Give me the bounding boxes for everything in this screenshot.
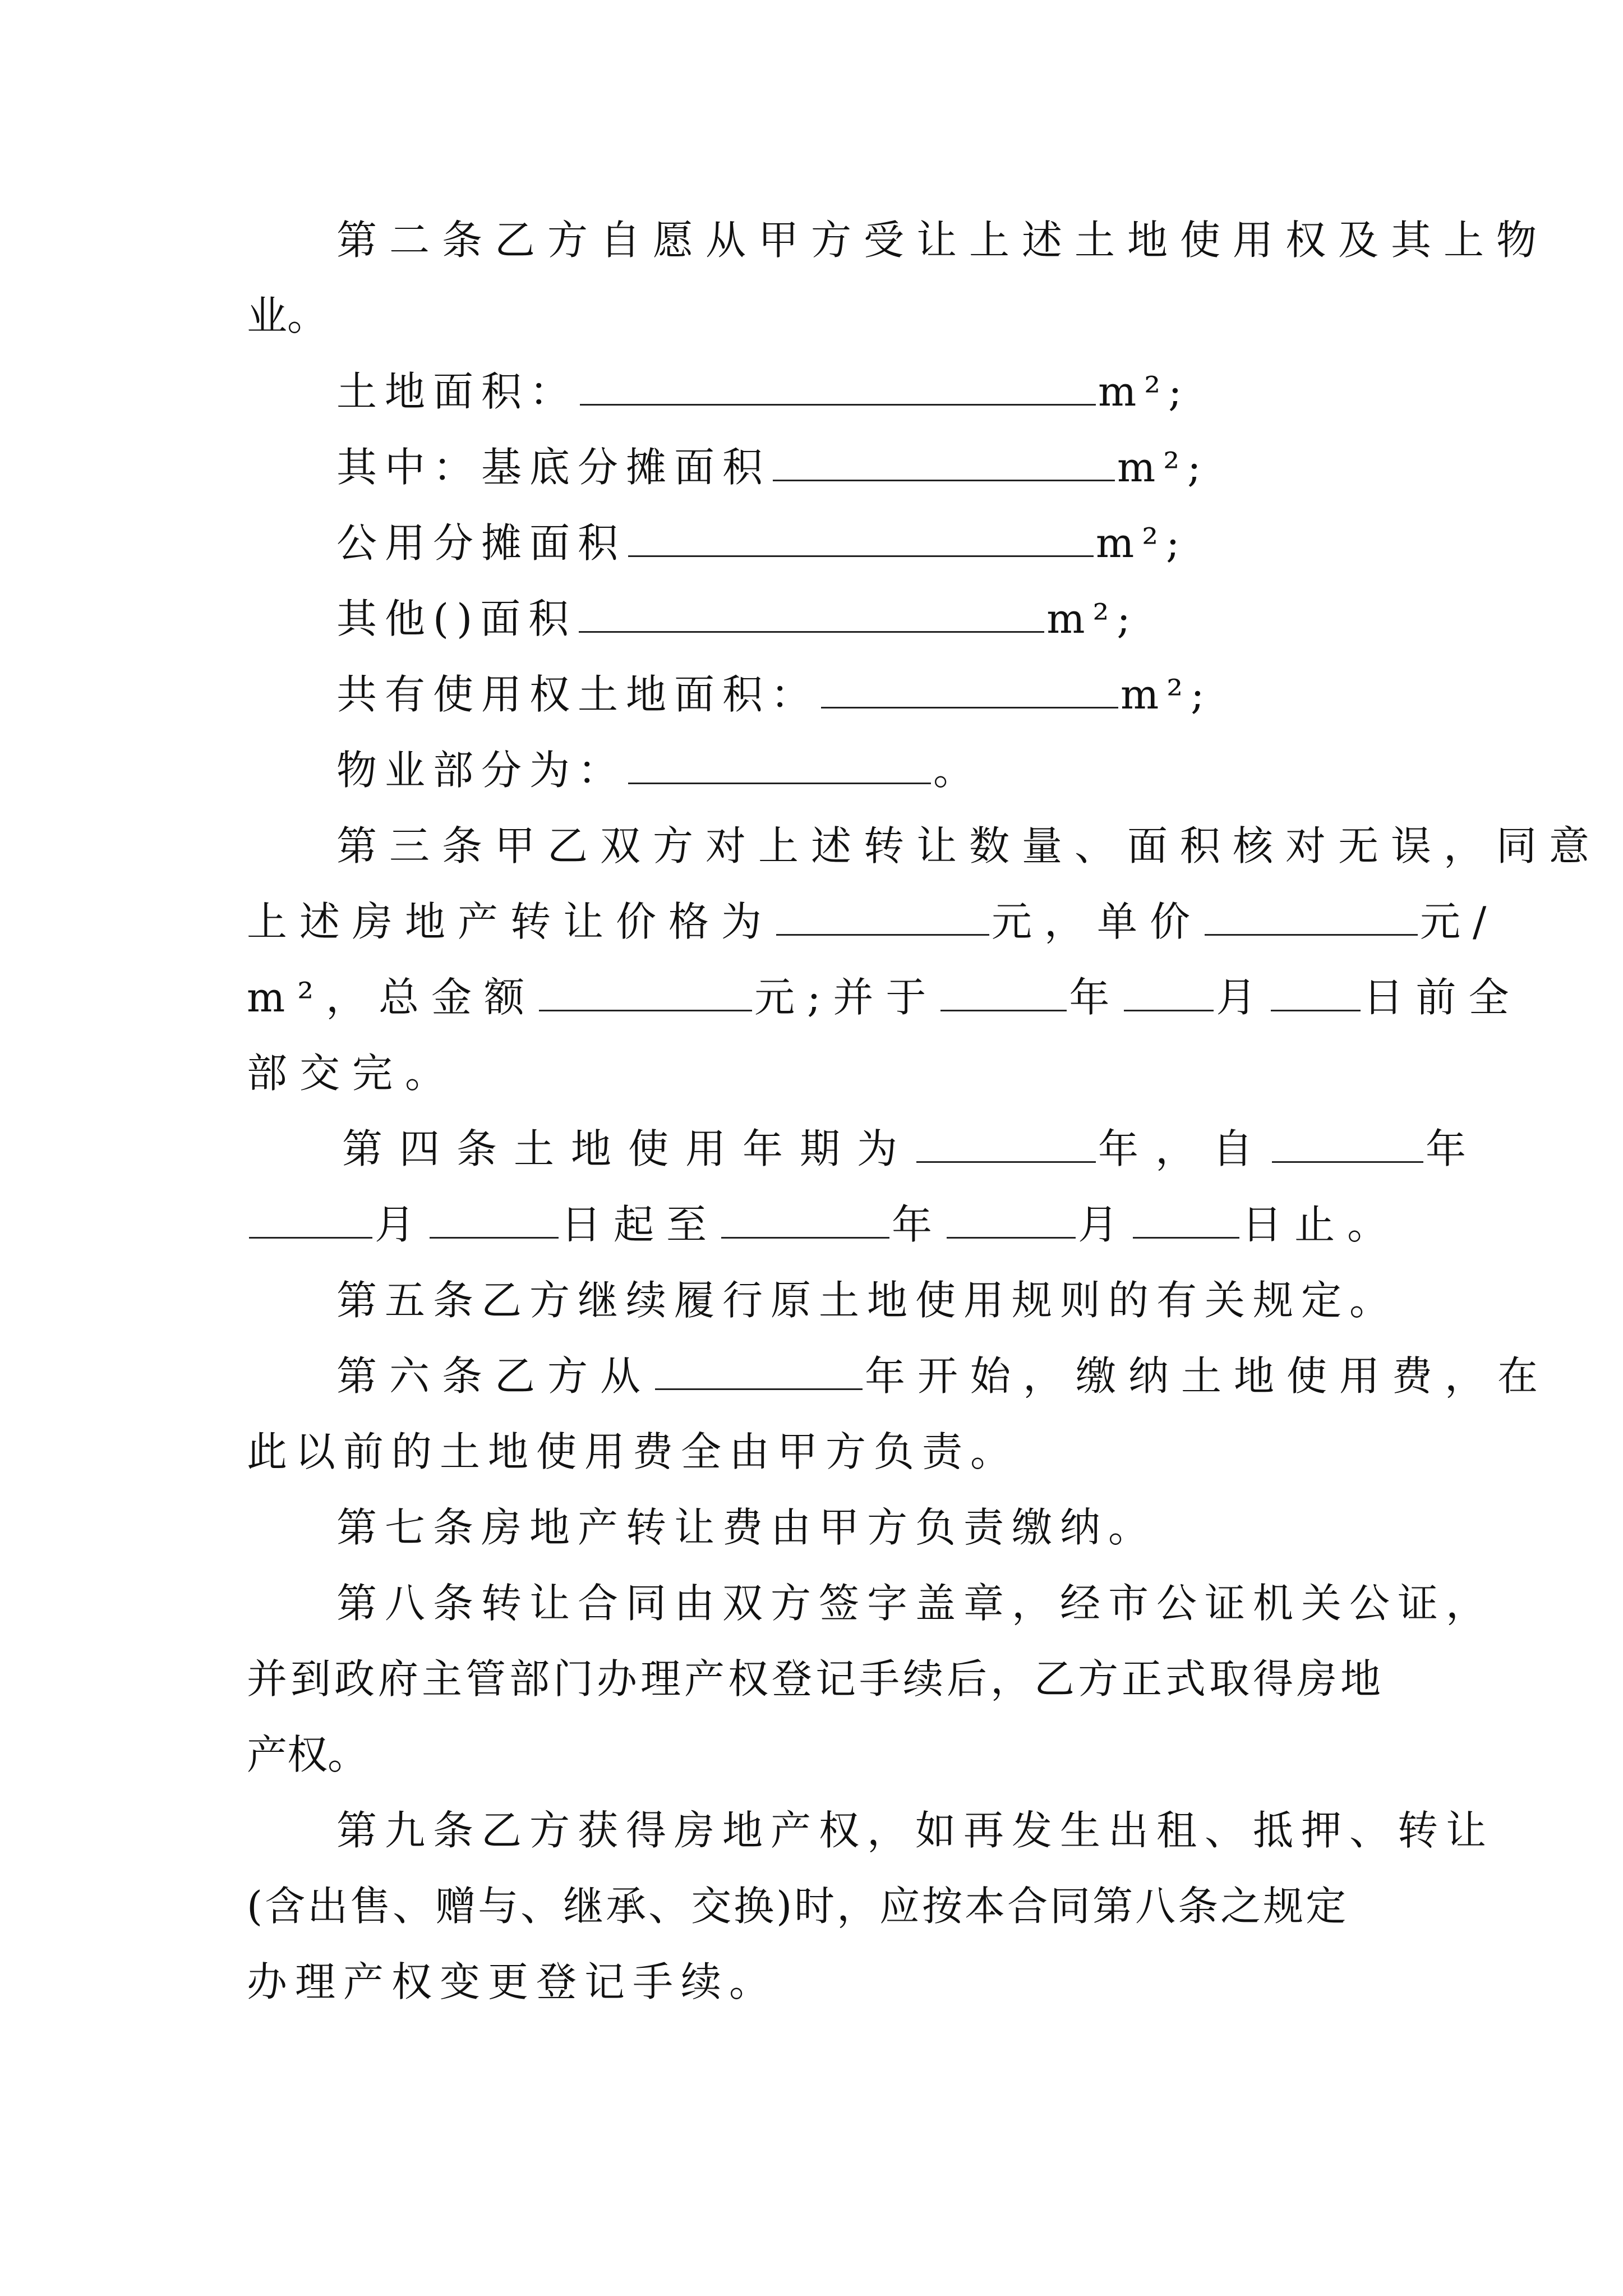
property-end: 。	[933, 747, 982, 794]
year-label: 年	[1069, 974, 1122, 1021]
article-3-line-3	[247, 970, 1521, 1024]
to-month-blank	[947, 1204, 1076, 1239]
article-8-line-2	[247, 1652, 1384, 1706]
year-blank	[940, 977, 1067, 1011]
base-share-blank	[773, 447, 1115, 481]
from-year-blank	[1272, 1129, 1423, 1163]
year-label: 年	[1426, 1125, 1483, 1172]
article-3-text: 第三条甲乙双方对上述转让数量、面积核对无误，同意	[336, 822, 1602, 869]
property-blank	[628, 750, 931, 784]
base-share-line	[336, 440, 1209, 494]
article-8-text-2: 并到政府主管部门办理产权登记手续后，乙方正式取得房地	[247, 1655, 1385, 1703]
unit-label: m²;	[1117, 444, 1209, 491]
day-blank	[1271, 977, 1361, 1011]
article-3-line-4	[247, 1046, 458, 1100]
article-8-line-1	[336, 1576, 1494, 1630]
from-day-blank	[430, 1204, 559, 1239]
fee-label: 年开始，缴纳土地使用费，在	[865, 1352, 1551, 1400]
unit-label: m²;	[1098, 368, 1190, 415]
from-label: 年，自	[1098, 1125, 1270, 1172]
article-9-line-3	[247, 1955, 777, 2009]
public-share-line	[336, 516, 1187, 570]
end-label: 日止。	[1242, 1201, 1400, 1248]
shared-land-line	[336, 668, 1212, 721]
article-9-text-2: (含出售、赠与、继承、交换)时，应按本合同第八条之规定	[247, 1883, 1349, 1930]
land-area-line	[336, 365, 1189, 418]
start-label: 第六条乙方从	[336, 1352, 653, 1400]
base-share-label: 其中：基底分摊面积	[336, 444, 771, 491]
property-label: 物业部分为：	[336, 747, 626, 794]
public-share-blank	[628, 523, 1094, 557]
article-8-text: 第八条转让合同由双方签字盖章，经市公证机关公证，	[336, 1580, 1495, 1627]
article-3-line-2	[247, 895, 1498, 949]
price-label: 上述房地产转让价格为	[247, 898, 774, 945]
year-label: 年	[892, 1201, 945, 1248]
article-2-text: 第二条乙方自愿从甲方受让上述土地使用权及其上物	[336, 217, 1550, 264]
article-6-line-2	[247, 1425, 1018, 1479]
article-9-text-end: 办理产权变更登记手续。	[247, 1958, 778, 2005]
article-7-text: 第七条房地产转让费由甲方负责缴纳。	[336, 1504, 1157, 1551]
unit-price-label: 元，单价	[992, 898, 1203, 945]
article-6-text-end: 此以前的土地使用费全由甲方负责。	[247, 1428, 1019, 1475]
other-area-line	[336, 592, 1138, 646]
price-blank	[776, 901, 989, 936]
article-9-text: 第九条乙方获得房地产权，如再发生出租、抵押、转让	[336, 1807, 1495, 1854]
month-blank	[1124, 977, 1214, 1011]
unit-label: m²;	[1046, 595, 1138, 642]
until-label: 日起至	[561, 1201, 720, 1248]
article-6-line-1	[336, 1349, 1550, 1403]
article-8-text-end: 产权。	[247, 1731, 368, 1778]
other-area-label: 其他()面积	[336, 595, 577, 642]
start-year-blank	[655, 1356, 863, 1390]
other-area-blank	[579, 599, 1044, 633]
article-3-text-end: 部交完。	[247, 1050, 458, 1097]
article-5-line	[336, 1273, 1398, 1327]
public-share-label: 公用分摊面积	[336, 519, 626, 567]
term-label: 第四条土地使用年期为	[342, 1125, 915, 1172]
shared-land-blank	[821, 674, 1118, 708]
term-years-blank	[916, 1129, 1096, 1163]
unit-label: m²;	[1121, 671, 1212, 718]
unit-price-unit: 元/	[1420, 898, 1499, 945]
from-month-blank	[249, 1204, 372, 1239]
article-2-text-end: 业。	[247, 292, 328, 339]
month-label: 月	[375, 1201, 428, 1248]
total-blank	[539, 977, 752, 1011]
to-year-blank	[721, 1204, 889, 1239]
month-label: 月	[1078, 1201, 1131, 1248]
article-4-line-2	[247, 1198, 1400, 1251]
shared-land-label: 共有使用权土地面积：	[336, 671, 819, 718]
article-2-line-1	[336, 213, 1549, 267]
land-area-label: 土地面积：	[336, 368, 578, 415]
article-8-line-3	[247, 1728, 368, 1782]
unit-price-blank	[1205, 901, 1418, 936]
day-label: 日前全	[1363, 974, 1521, 1021]
to-day-blank	[1133, 1204, 1239, 1239]
article-9-line-1	[336, 1803, 1494, 1857]
pay-by-label: 元;并于	[754, 974, 939, 1021]
land-area-blank	[580, 371, 1096, 406]
total-label: m²，总金额	[247, 974, 537, 1021]
unit-label: m²;	[1096, 519, 1188, 567]
article-7-line	[336, 1501, 1156, 1554]
property-line	[336, 743, 981, 797]
article-5-text: 第五条乙方继续履行原土地使用规则的有关规定。	[336, 1277, 1398, 1324]
article-3-line-1	[336, 819, 1602, 873]
article-9-line-2	[247, 1879, 1348, 1933]
month-label: 月	[1216, 974, 1269, 1021]
article-4-line-1	[342, 1122, 1483, 1176]
article-2-line-2	[247, 289, 328, 343]
